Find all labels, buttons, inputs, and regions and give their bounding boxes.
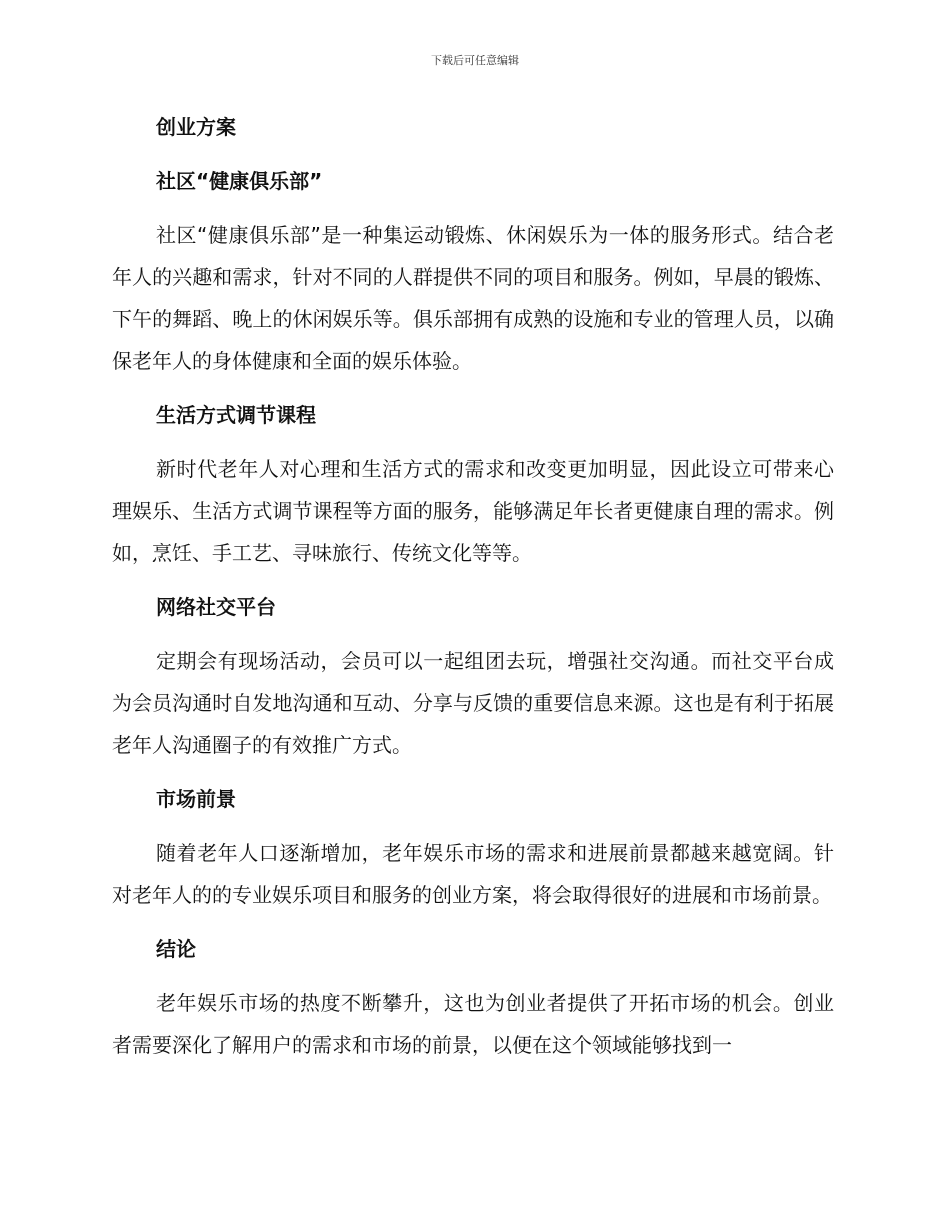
- page-header: 下载后可任意编辑: [431, 54, 519, 67]
- section-paragraph-market-outlook: 随着老年人口逐渐增加，老年娱乐市场的需求和进展前景都越来越宽阔。针对老年人的的专业娱乐项目和服务的创业方案，将会取得很好的进展和市场前景。: [112, 841, 834, 907]
- document-title: 创业方案: [156, 115, 236, 139]
- section-paragraph-conclusion: 老年娱乐市场的热度不断攀升，这也为创业者提供了开拓市场的机会。创业者需要深化了解用户的需求和市场的前景，以便在这个领域能够找到一: [112, 991, 834, 1057]
- section-heading-lifestyle-courses: 生活方式调节课程: [156, 403, 316, 427]
- section-paragraph-social-platform: 定期会有现场活动，会员可以一起组团去玩，增强社交沟通。而社交平台成为会员沟通时自发地沟通和互动、分享与反馈的重要信息来源。这也是有利于拓展老年人沟通圈子的有效推广方式。: [112, 649, 834, 757]
- section-heading-health-club: 社区“健康俱乐部”: [156, 169, 323, 193]
- section-heading-market-outlook: 市场前景: [156, 787, 236, 811]
- section-paragraph-health-club: 社区“健康俱乐部”是一种集运动锻炼、休闲娱乐为一体的服务形式。结合老年人的兴趣和需求，针对不同的人群提供不同的项目和服务。例如，早晨的锻炼、下午的舞蹈、晚上的休闲娱乐等。俱乐部拥有成熟的设施和专业的管理人员，以确保老年人的身体健康和全面的娱乐体验。: [112, 223, 834, 373]
- section-heading-conclusion: 结论: [156, 937, 196, 961]
- document-body: [112, 106, 834, 1078]
- section-heading-social-platform: 网络社交平台: [156, 595, 276, 619]
- section-paragraph-lifestyle-courses: 新时代老年人对心理和生活方式的需求和改变更加明显，因此设立可带来心理娱乐、生活方式调节课程等方面的服务，能够满足年长者更健康自理的需求。例如，烹饪、手工艺、寻味旅行、传统文化等等。: [112, 457, 834, 565]
